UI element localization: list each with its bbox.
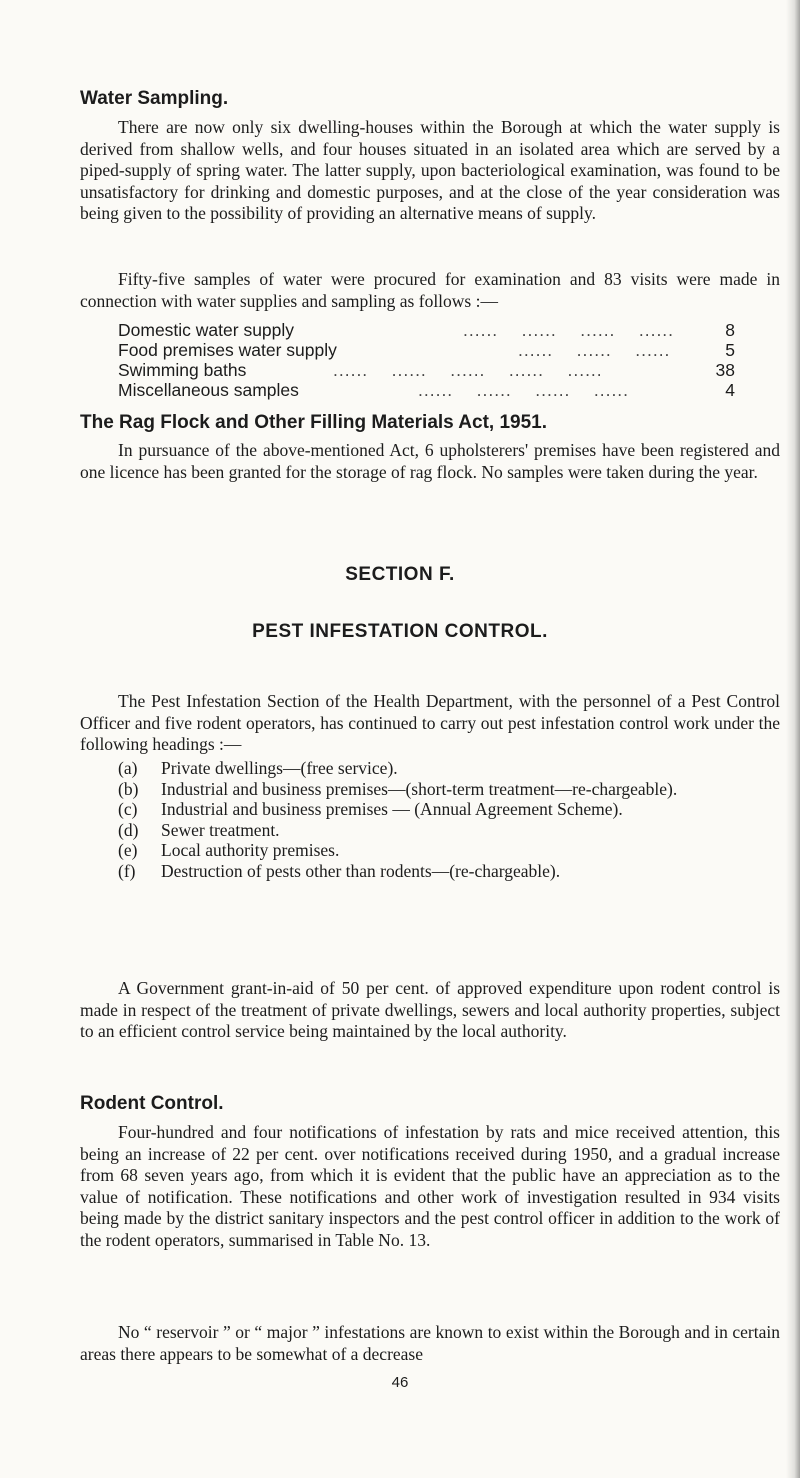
- water-sampling-paragraph-1: There are now only six dwelling-houses within the Borough at which the water supply is derived from shallow wells, and four houses situated in an isolated area which are served by a piped-supply of spring water. The latter supply, upon bacteriological examination, was found to be unsatisfactory for drinking and domestic purposes, and at the close of the year consideration was being given to the possibility of providing an alternative means of supply.: [80, 117, 780, 224]
- list-item: [118, 861, 780, 882]
- rodent-paragraph-2: No “ reservoir ” or “ major ” infestations are known to exist within the Borough and in certain areas there appears to be somewhat of a decrease: [80, 1322, 780, 1364]
- samples-list-item: [118, 320, 735, 340]
- list-item-label: (b): [118, 778, 139, 799]
- section-title: SECTION F.: [345, 564, 455, 585]
- leader-dots: ...... ...... ......: [518, 340, 671, 360]
- list-item: [118, 820, 780, 841]
- page-edge-shadow: [786, 0, 800, 1478]
- grant-paragraph: A Government grant-in-aid of 50 per cent. of approved expenditure upon rodent control is made in respect of the treatment of private dwellings, sewers and local authority properties, subject to an efficient control service being maintained by the local authority.: [80, 978, 780, 1042]
- list-item-text: Destruction of pests other than rodents—(re-chargeable).: [161, 860, 561, 881]
- rag-flock-paragraph: In pursuance of the above-mentioned Act, 6 upholsterers' premises have been registered and one licence has been granted for the storage of rag flock. No samples were taken during the year.: [80, 440, 780, 482]
- list-item-label: (e): [118, 840, 138, 860]
- sample-count: 38: [715, 360, 735, 380]
- rodent-control-heading: Rodent Control.: [80, 1093, 224, 1114]
- samples-list-item: [118, 340, 735, 360]
- sample-label: Domestic water supply: [118, 320, 295, 340]
- list-item-label: (c): [118, 799, 138, 819]
- samples-list-item: [118, 360, 735, 380]
- list-item: [118, 779, 780, 800]
- page-number: 46: [391, 1374, 409, 1391]
- list-item-label: (f): [118, 860, 136, 881]
- list-item-label: (d): [118, 819, 139, 840]
- list-item-label: (a): [118, 758, 138, 778]
- sample-count: 4: [725, 380, 735, 400]
- water-sampling-heading: Water Sampling.: [80, 88, 229, 109]
- section-subtitle: PEST INFESTATION CONTROL.: [252, 621, 548, 642]
- samples-list-item: [118, 380, 735, 400]
- rag-flock-heading: The Rag Flock and Other Filling Materials Act, 1951.: [80, 412, 548, 433]
- list-item-text: Industrial and business premises — (Annual Agreement Scheme).: [161, 799, 623, 819]
- sample-count: 8: [725, 320, 735, 340]
- leader-dots: ...... ...... ...... ...... ......: [333, 360, 603, 380]
- leader-dots: ...... ...... ...... ......: [418, 380, 630, 400]
- list-item: [118, 758, 780, 779]
- list-item-text: Local authority premises.: [161, 840, 340, 860]
- water-sampling-paragraph-2: Fifty-five samples of water were procured for examination and 83 visits were made in connection with water supplies and sampling as follows :—: [80, 269, 780, 311]
- leader-dots: ...... ...... ...... ......: [463, 320, 675, 340]
- sample-count: 5: [725, 340, 735, 360]
- list-item: [118, 840, 780, 861]
- list-item: [118, 799, 780, 820]
- sample-label: Swimming baths: [118, 360, 247, 380]
- samples-list: [118, 320, 735, 400]
- sample-label: Food premises water supply: [118, 340, 337, 360]
- pest-headings-list: [118, 758, 780, 881]
- pest-intro-paragraph: The Pest Infestation Section of the Health Department, with the personnel of a Pest Control Officer and five rodent operators, has continued to carry out pest infestation control work under the following headings :—: [80, 691, 780, 755]
- list-item-text: Private dwellings—(free service).: [161, 758, 398, 778]
- rodent-paragraph-1: Four-hundred and four notifications of infestation by rats and mice received attention, this being an increase of 22 per cent. over notifications received during 1950, and a gradual increase from 68 seven years ago, from which it is evident that the public have an appreciation as to the value of notification. These notifications and other work of investigation resulted in 934 visits being made by the district sanitary inspectors and the pest control officer in addition to the work of the rodent operators, summarised in Table No. 13.: [80, 1122, 780, 1250]
- sample-label: Miscellaneous samples: [118, 380, 299, 400]
- list-item-text: Sewer treatment.: [161, 819, 280, 840]
- list-item-text: Industrial and business premises—(short-term treatment—re-chargeable).: [161, 778, 678, 799]
